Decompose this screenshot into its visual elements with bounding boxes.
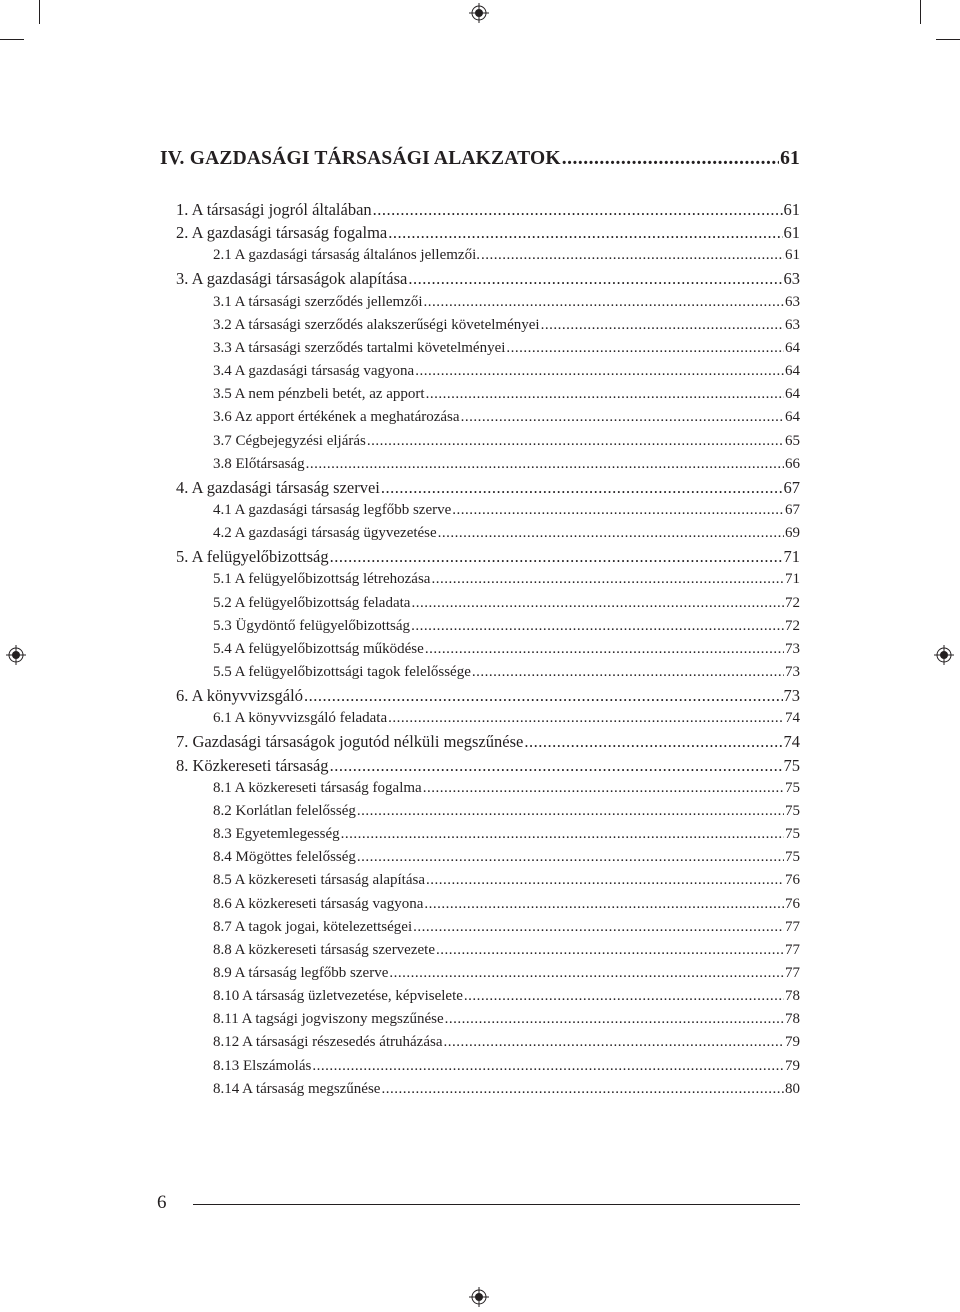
toc-entry — [213, 823, 800, 846]
toc-entry — [213, 592, 800, 615]
toc-chapter-heading — [160, 148, 800, 170]
toc-entry-title: 5.5 A felügyelőbizottsági tagok felelőssége — [213, 664, 471, 680]
toc-entry-page: 78 — [785, 988, 800, 1005]
dot-leader — [357, 846, 784, 869]
toc-entry-page: 75 — [785, 779, 800, 796]
dot-leader — [444, 1031, 785, 1054]
dot-leader — [431, 568, 784, 591]
dot-leader — [373, 198, 783, 221]
toc-entry-page: 61 — [783, 200, 800, 219]
toc-entry — [213, 430, 800, 453]
toc-entry-title: 3.2 A társasági szerződés alakszerűségi követelményei — [213, 316, 540, 333]
toc-entry — [213, 244, 800, 267]
toc-entry-page: 61 — [783, 223, 800, 243]
toc-entry — [213, 522, 800, 545]
toc-entry-page: 63 — [785, 316, 800, 333]
dot-leader — [306, 453, 784, 476]
toc-entry — [176, 267, 800, 290]
toc-entry — [213, 568, 800, 591]
toc-entry — [176, 754, 800, 777]
toc-entry-page: 73 — [785, 664, 800, 680]
toc-entry-title: 7. Gazdasági társaságok jogutód nélküli megszűnése — [176, 732, 524, 752]
dot-leader — [304, 684, 783, 707]
dot-leader — [357, 800, 784, 823]
toc-entry-title: 8.1 A közkereseti társaság fogalma — [213, 779, 422, 796]
dot-leader — [381, 1078, 784, 1101]
toc-entry-title: 2.1 A gazdasági társaság általános jellemzői. — [213, 247, 480, 264]
toc-entry-page: 65 — [785, 432, 800, 449]
toc-entry — [213, 869, 800, 892]
dot-leader — [381, 476, 783, 499]
toc-entry — [213, 337, 800, 360]
toc-entry — [213, 360, 800, 383]
dot-leader — [426, 383, 784, 406]
toc-entry-page: 67 — [785, 501, 800, 518]
toc-entry-page: 74 — [783, 732, 800, 752]
toc-entry-title: 3.1 A társasági szerződés jellemzői — [213, 293, 423, 310]
dot-leader — [423, 777, 784, 800]
toc-entry-title: 3.4 A gazdasági társaság vagyona — [213, 363, 415, 380]
toc-entry — [213, 962, 800, 985]
toc-entry-title: 8. Közkereseti társaság — [176, 755, 329, 775]
toc-entry-title: 4. A gazdasági társaság szervei — [176, 477, 380, 497]
toc-entry-page: 63 — [783, 269, 800, 289]
toc-entry-page: 77 — [785, 964, 800, 981]
toc-entry — [213, 314, 800, 337]
toc-entry-title: 8.9 A társaság legfőbb szerve — [213, 964, 389, 981]
dot-leader — [408, 267, 782, 290]
dot-leader — [464, 985, 784, 1008]
toc-entry — [176, 476, 800, 499]
toc-entry-page: 72 — [785, 617, 800, 634]
toc-entry — [213, 916, 800, 939]
toc-entry — [213, 1008, 800, 1031]
toc-entry — [176, 221, 800, 244]
toc-entry-page: 76 — [785, 895, 800, 912]
toc-entry-title: 8.14 A társaság megszűnése — [213, 1080, 381, 1097]
dot-leader — [506, 337, 784, 360]
toc-entry-title: 8.2 Korlátlan felelősség — [213, 802, 356, 819]
dot-leader — [472, 661, 784, 684]
dot-leader — [389, 962, 784, 985]
toc-entry-title: 8.6 A közkereseti társaság vagyona — [213, 895, 424, 912]
toc-entry-title: 5.3 Ügydöntő felügyelőbizottság — [213, 617, 411, 634]
toc-entry-title: 6.1 A könyvvizsgáló feladata — [213, 710, 388, 727]
toc-entry-page: 72 — [785, 594, 800, 611]
toc-entry-page: 66 — [785, 455, 800, 472]
toc-entry-page: 75 — [785, 849, 800, 866]
chapter-page: 61 — [780, 148, 800, 169]
dot-leader — [424, 893, 784, 916]
toc-entry — [176, 198, 800, 221]
dot-leader — [445, 1008, 784, 1031]
toc-entry — [213, 893, 800, 916]
toc-entry — [213, 291, 800, 314]
toc-entry-page: 74 — [785, 710, 800, 727]
toc-entry-title: 4.2 A gazdasági társaság ügyvezetése — [213, 525, 437, 542]
dot-leader — [330, 545, 783, 568]
toc-entry-title: 8.13 Elszámolás — [213, 1057, 312, 1074]
dot-leader — [425, 638, 784, 661]
toc-entry-title: 8.4 Mögöttes felelősség — [213, 849, 356, 866]
toc-entry-page: 71 — [785, 571, 800, 588]
toc-entry-title: 4.1 A gazdasági társaság legfőbb szerve — [213, 501, 452, 518]
toc-entry — [213, 1031, 800, 1054]
toc-entry-page: 63 — [785, 293, 800, 310]
toc-entry-title: 8.7 A tagok jogai, kötelezettségei — [213, 918, 413, 935]
toc-entry — [213, 707, 800, 730]
dot-leader — [481, 244, 784, 267]
toc-entry-title: 5.2 A felügyelőbizottság feladata — [213, 594, 411, 611]
toc-entry-page: 75 — [783, 755, 800, 775]
toc-entry — [213, 985, 800, 1008]
dot-leader — [388, 707, 784, 730]
toc-entry — [213, 1078, 800, 1101]
toc-entry-page: 64 — [785, 339, 800, 356]
toc-entry-title: 3.5 A nem pénzbeli betét, az apport — [213, 386, 425, 403]
toc-entry — [213, 939, 800, 962]
toc-entry-title: 3.3 A társasági szerződés tartalmi követelményei — [213, 339, 506, 356]
dot-leader — [452, 499, 784, 522]
dot-leader — [411, 615, 784, 638]
toc-entry-title: 2. A gazdasági társaság fogalma — [176, 223, 388, 243]
toc-entry-title: 5. A felügyelőbizottság — [176, 547, 329, 567]
toc-entry-title: 8.11 A tagsági jogviszony megszűnése — [213, 1011, 444, 1028]
toc-entry-page: 61 — [785, 247, 800, 264]
toc-entry-page: 77 — [785, 941, 800, 958]
toc-entry — [176, 545, 800, 568]
dot-leader — [436, 939, 784, 962]
toc-entry-page: 76 — [785, 872, 800, 889]
toc-entry-title: 6. A könyvvizsgáló — [176, 686, 303, 706]
toc-entry-title: 8.10 A társaság üzletvezetése, képviselete — [213, 988, 463, 1005]
toc-entry-page: 69 — [785, 525, 800, 542]
toc-entry — [213, 499, 800, 522]
dot-leader — [341, 823, 784, 846]
dot-leader — [438, 522, 784, 545]
dot-leader — [461, 406, 784, 429]
footer-rule — [193, 1204, 800, 1205]
toc-entry-title: 8.5 A közkereseti társaság alapítása — [213, 872, 426, 889]
dot-leader — [524, 730, 782, 753]
dot-leader — [562, 148, 779, 170]
toc-entry-page: 78 — [785, 1011, 800, 1028]
toc-entry — [213, 383, 800, 406]
toc-entry-page: 79 — [785, 1057, 800, 1074]
toc-entry-page: 67 — [783, 477, 800, 497]
toc-entry — [213, 453, 800, 476]
toc-entry-title: 8.12 A társasági részesedés átruházása — [213, 1034, 443, 1051]
chapter-title: IV. GAZDASÁGI TÁRSASÁGI ALAKZATOK — [160, 148, 561, 169]
toc-entry-page: 77 — [785, 918, 800, 935]
toc-entry-page: 64 — [785, 409, 800, 426]
toc-entry-title: 8.8 A közkereseti társaság szervezete — [213, 941, 435, 958]
dot-leader — [541, 314, 784, 337]
toc-entry-page: 64 — [785, 386, 800, 403]
toc-entry-page: 75 — [785, 802, 800, 819]
dot-leader — [424, 291, 784, 314]
dot-leader — [415, 360, 784, 383]
toc-entry — [213, 615, 800, 638]
toc-entry — [213, 1055, 800, 1078]
toc-entry-page: 80 — [785, 1080, 800, 1097]
toc-entry — [213, 661, 800, 684]
toc-entry — [213, 800, 800, 823]
toc-entry-title: 3.7 Cégbejegyzési eljárás — [213, 432, 366, 449]
toc-entry — [176, 730, 800, 753]
toc-entry-page: 79 — [785, 1034, 800, 1051]
dot-leader — [388, 221, 782, 244]
toc-entry — [213, 846, 800, 869]
dot-leader — [411, 592, 784, 615]
dot-leader — [413, 916, 784, 939]
toc-entry — [176, 684, 800, 707]
toc-entry-page: 75 — [785, 826, 800, 843]
toc-entry-title: 8.3 Egyetemlegesség — [213, 826, 340, 843]
dot-leader — [426, 869, 784, 892]
toc-entry-page: 64 — [785, 363, 800, 380]
dot-leader — [312, 1055, 784, 1078]
toc-entry-title: 5.1 A felügyelőbizottság létrehozása — [213, 571, 431, 588]
toc-entry-title: 1. A társasági jogról általában — [176, 200, 372, 219]
toc-entry — [213, 406, 800, 429]
dot-leader — [330, 754, 783, 777]
toc-entry — [213, 777, 800, 800]
toc-entry-page: 73 — [783, 686, 800, 706]
toc-entry-title: 3. A gazdasági társaságok alapítása — [176, 269, 408, 289]
page-number: 6 — [157, 1192, 167, 1213]
toc-entry-title: 5.4 A felügyelőbizottság működése — [213, 640, 424, 657]
toc-entry-title: 3.6 Az apport értékének a meghatározása — [213, 409, 460, 426]
toc-entry-page: 73 — [785, 640, 800, 657]
toc-entry — [213, 638, 800, 661]
dot-leader — [367, 430, 784, 453]
toc-entry-title: 3.8 Előtársaság — [213, 455, 305, 472]
toc-entry-page: 71 — [783, 547, 800, 567]
